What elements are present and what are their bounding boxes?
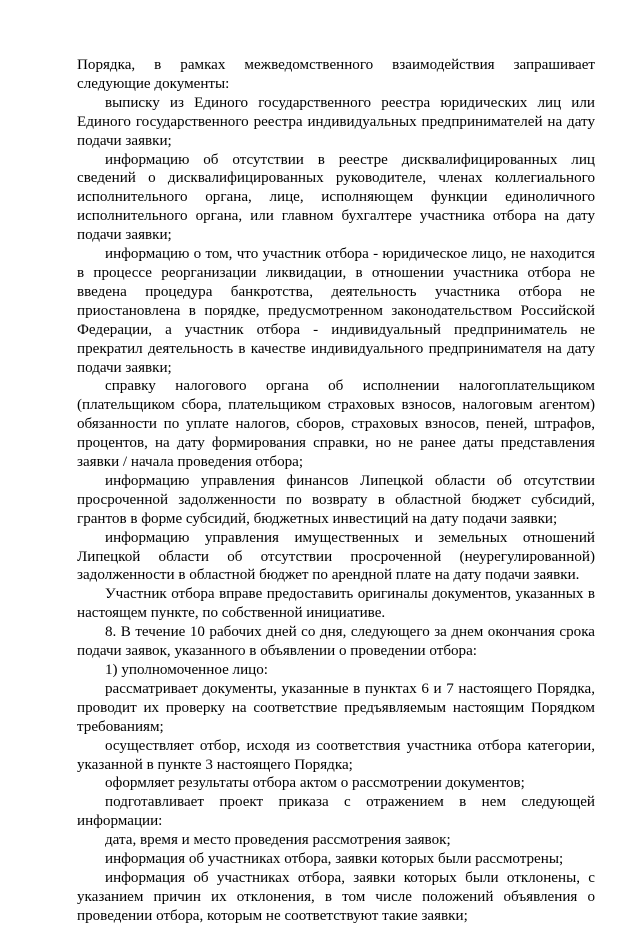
- paragraph-intro: Порядка, в рамках межведомственного взаимодействия запрашивает следующие документы:: [77, 57, 595, 92]
- paragraph-finance-department-info: информацию управления финансов Липецкой области об отсутствии просроченной задолженности по возврату в областной бюджет субсидий, грантов в форме субсидий, бюджетных инвестиций на дату подачи заявки;: [77, 472, 595, 527]
- paragraph-disqualified-registry: информацию об отсутствии в реестре дисквалифицированных лиц сведений о дисквалифицированных руководителе, членах коллегиального исполнительного органа, лице, исполняющем функции единоличного исполнительного органа, или главном бухгалтере участника отбора на дату подачи заявки;: [77, 151, 595, 244]
- paragraph-originals-right: Участник отбора вправе предоставить оригиналы документов, указанных в настоящем пункте, по собственной инициативе.: [77, 586, 595, 622]
- paragraph-authorized-person: 1) уполномоченное лицо:: [105, 662, 268, 678]
- paragraph-property-department-info: информацию управления имущественных и земельных отношений Липецкой области об отсутствии просроченной (неурегулированной) задолженности в областной бюджет по арендной плате на дату подачи заявки.: [77, 529, 595, 584]
- paragraph-reviewed-participants: информация об участниках отбора, заявки которых были рассмотрены;: [105, 851, 564, 868]
- paragraph-reviews-documents: рассматривает документы, указанные в пунктах 6 и 7 настоящего Порядка, проводит их проверку на соответствие предъявляемым настоящим Порядком требованиям;: [77, 680, 595, 735]
- paragraph-egrul-extract: выписку из Единого государственного реестра юридических лиц или Единого государственного реестра индивидуальных предпринимателей на дату подачи заявки;: [77, 94, 595, 149]
- paragraph-tax-certificate: справку налогового органа об исполнении налогоплательщиком (плательщиком сбора, плательщиком страховых взносов, налоговым агентом) обязанности по уплате налогов, сборов, страховых взносов, пеней, штрафов, процентов, на дату формирования справки, но не ранее даты представления заявки / начала проведения отбора;: [77, 378, 595, 471]
- paragraph-performs-selection: осуществляет отбор, исходя из соответствия участника отбора категории, указанной в пункте 3 настоящего Порядка;: [77, 737, 595, 773]
- paragraph-rejected-participants: информация об участниках отбора, заявки которых были отклонены, с указанием причин их отклонения, в том числе положений объявления о проведении отбора, которым не соответствуют такие заявки;: [77, 869, 595, 924]
- paragraph-reorganization-status: информацию о том, что участник отбора - юридическое лицо, не находится в процессе реорганизации ликвидации, в отношении участника отбора не введена процедура банкротства, деятельность участника отбора не приостановлена в порядке, предусмотренном законодательством Российской Федерации, а участник отбора - индивидуальный предприниматель не прекратил деятельность в качестве индивидуального предпринимателя на дату подачи заявки;: [77, 246, 595, 376]
- document-body: [77, 56, 595, 926]
- paragraph-clause-8: 8. В течение 10 рабочих дней со дня, следующего за днем окончания срока подачи заявок, указанного в объявлении о проведении отбора:: [77, 624, 595, 660]
- paragraph-date-time-place: дата, время и место проведения рассмотрения заявок;: [105, 832, 451, 849]
- paragraph-prepares-order: подготавливает проект приказа с отражением в нем следующей информации:: [77, 794, 595, 830]
- paragraph-formalizes-results: оформляет результаты отбора актом о рассмотрении документов;: [105, 775, 525, 792]
